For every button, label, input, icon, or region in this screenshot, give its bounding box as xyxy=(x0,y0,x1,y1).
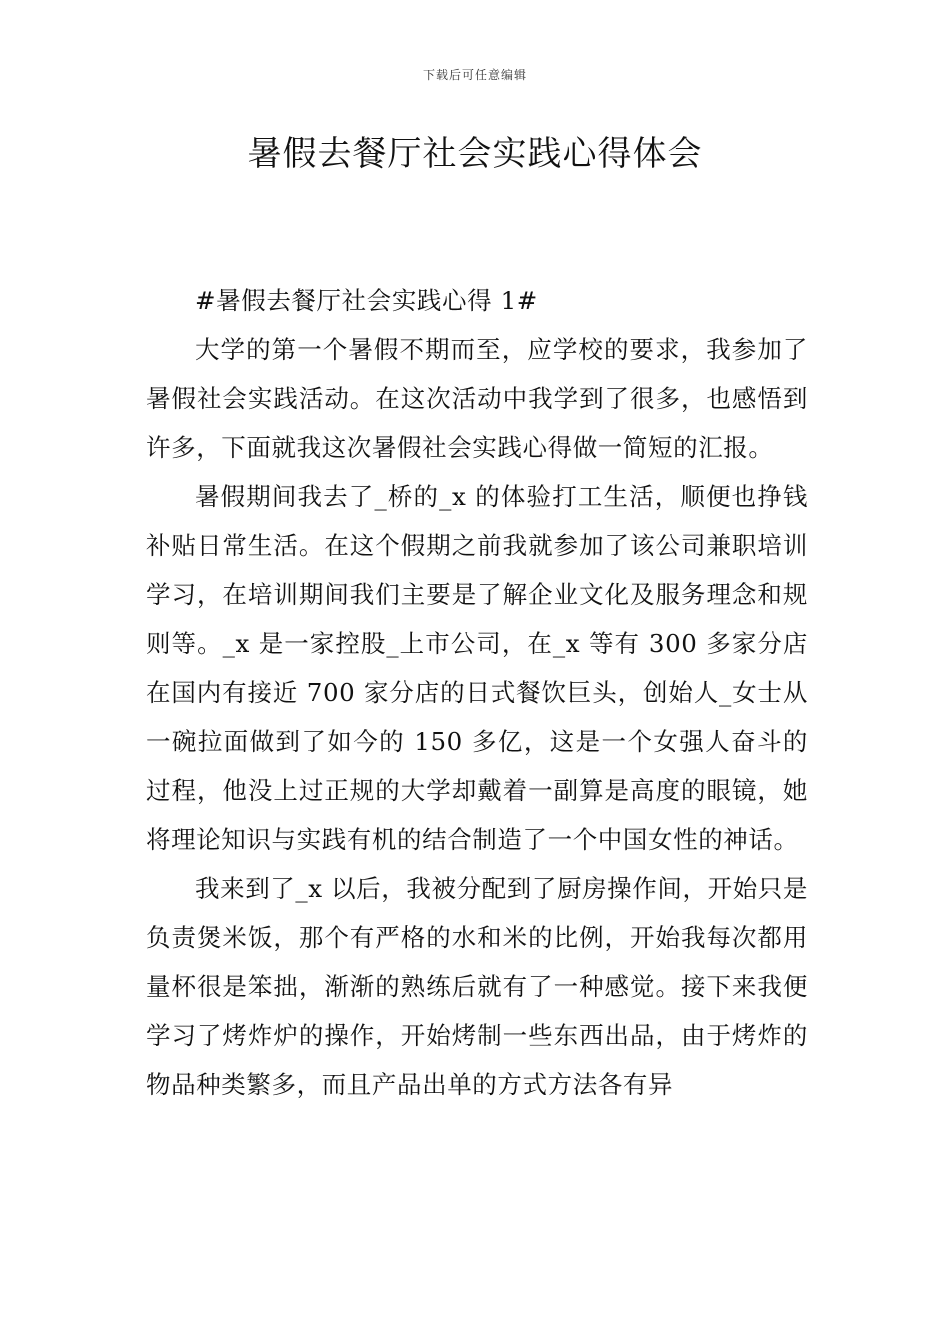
document-body xyxy=(146,276,808,1109)
paragraph-2: 暑假期间我去了_桥的_x 的体验打工生活，顺便也挣钱补贴日常生活。在这个假期之前我就参加了该公司兼职培训学习，在培训期间我们主要是了解企业文化及服务理念和规则等。_x 是一家控股_上市公司，在_x 等有 300 多家分店在国内有接近 700 家分店的日式餐饮巨头，创始人_女士从一碗拉面做到了如今的 150 多亿，这是一个女强人奋斗的过程，他没上过正规的大学却戴着一副算是高度的眼镜，她将理论知识与实践有机的结合制造了一个中国女性的神话。 xyxy=(146,482,808,854)
section-heading: #暑假去餐厅社会实践心得 1# xyxy=(195,286,538,315)
paragraph-3: 我来到了_x 以后，我被分配到了厨房操作间，开始只是负责煲米饭，那个有严格的水和米的比例，开始我每次都用量杯很是笨拙，渐渐的熟练后就有了一种感觉。接下来我便学习了烤炸炉的操作，开始烤制一些东西出品，由于烤炸的物品种类繁多，而且产品出单的方式方法各有异 xyxy=(146,874,808,1099)
header-note: 下载后可任意编辑 xyxy=(422,68,527,82)
paragraph-1: 大学的第一个暑假不期而至，应学校的要求，我参加了暑假社会实践活动。在这次活动中我学到了很多，也感悟到许多，下面就我这次暑假社会实践心得做一简短的汇报。 xyxy=(146,335,808,462)
document-title: 暑假去餐厅社会实践心得体会 xyxy=(247,134,703,174)
